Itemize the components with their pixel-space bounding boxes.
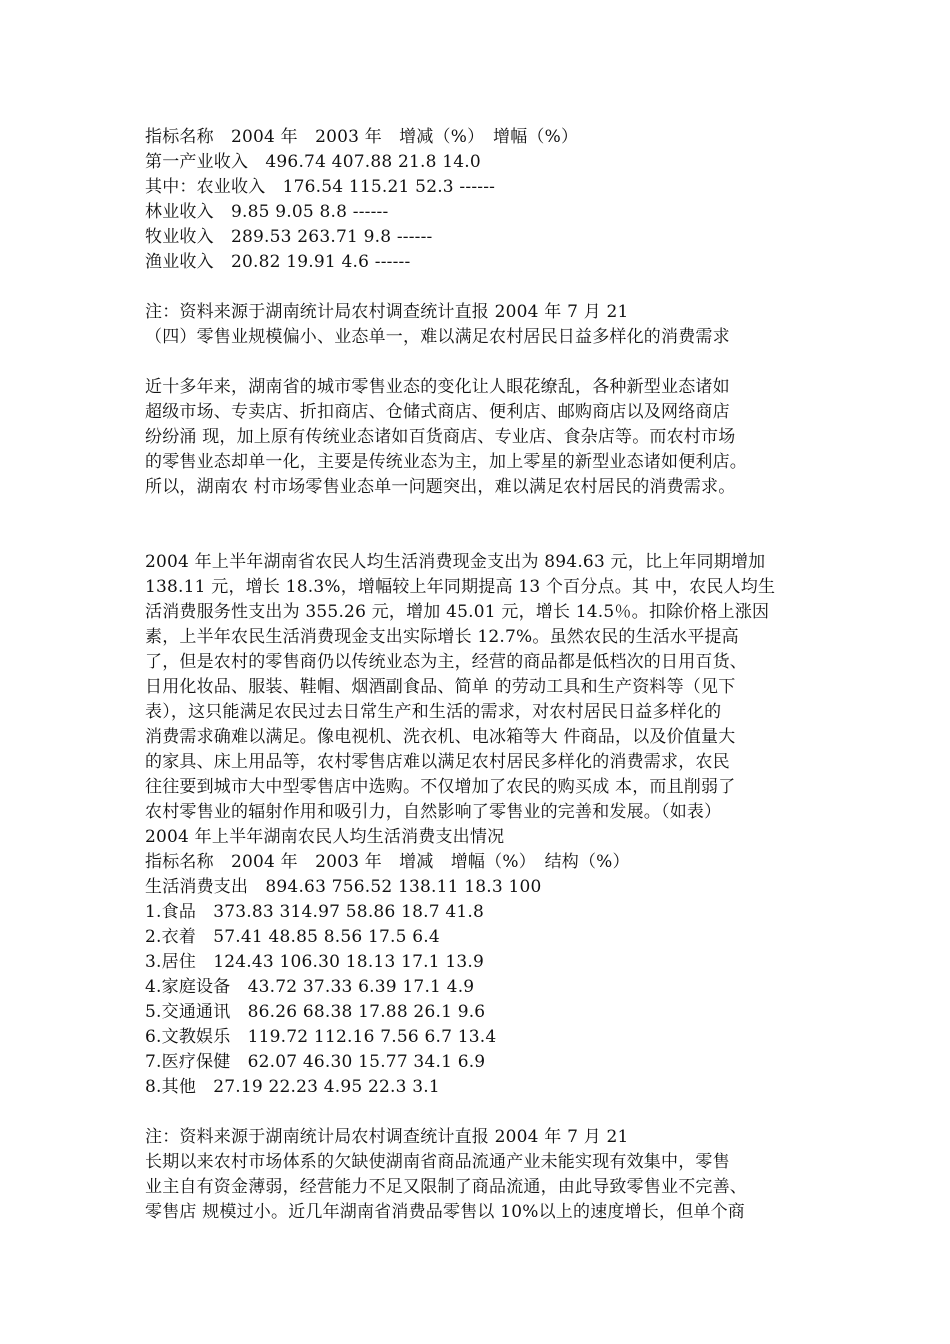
blank-line [145,500,825,550]
table2-header: 指标名称 2004 年 2003 年 增减 增幅（%） 结构（%） [145,852,630,872]
blank-line [145,275,825,300]
table1-row: 林业收入 9.85 9.05 8.8 ------ [145,202,389,222]
table2-row: 3.居住 124.43 106.30 18.13 17.1 13.9 [145,952,484,972]
table1-row: 其中：农业收入 176.54 115.21 52.3 ------ [145,177,496,197]
document-page [145,125,825,1225]
table2-row: 4.家庭设备 43.72 37.33 6.39 17.1 4.9 [145,977,475,997]
paragraph-line: 农村零售业的辐射作用和吸引力，自然影响了零售业的完善和发展。（如表） [145,802,722,822]
table1-row: 渔业收入 20.82 19.91 4.6 ------ [145,252,411,272]
section-heading: （四）零售业规模偏小、业态单一，难以满足农村居民日益多样化的消费需求 [145,327,730,347]
paragraph-line: 消费需求确难以满足。像电视机、洗衣机、电冰箱等大 件商品，以及价值量大 [145,727,736,747]
table2-row: 2.衣着 57.41 48.85 8.56 17.5 6.4 [145,927,440,947]
table1-row: 第一产业收入 496.74 407.88 21.8 14.0 [145,152,481,172]
paragraph-line: 了，但是农村的零售商仍以传统业态为主，经营的商品都是低档次的日用百货、 [145,652,747,672]
table1-row: 牧业收入 289.53 263.71 9.8 ------ [145,227,433,247]
paragraph-line: 的家具、床上用品等，农村零售店难以满足农村居民多样化的消费需求，农民 [145,752,730,772]
paragraph-line: 零售店 规模过小。近几年湖南省消费品零售以 10%以上的速度增长，但单个商 [145,1202,745,1222]
paragraph-line: 纷纷涌 现，加上原有传统业态诸如百货商店、专业店、食杂店等。而农村市场 [145,427,736,447]
table2-title: 2004 年上半年湖南农民人均生活消费支出情况 [145,827,505,847]
paragraph-line: 活消费服务性支出为 355.26 元，增加 45.01 元，增长 14.5％。扣除价格上涨因 [145,602,770,622]
source-note: 注：资料来源于湖南统计局农村调查统计直报 2004 年 7 月 21 [145,302,629,322]
blank-line [145,1100,825,1125]
table2-row: 6.文教娱乐 119.72 112.16 7.56 6.7 13.4 [145,1027,497,1047]
paragraph-line: 138.11 元，增长 18.3%，增幅较上年同期提高 13 个百分点。其 中，农民人均生 [145,577,776,597]
paragraph-line: 素，上半年农民生活消费现金支出实际增长 12.7%。虽然农民的生活水平提高 [145,627,739,647]
table2-row: 8.其他 27.19 22.23 4.95 22.3 3.1 [145,1077,440,1097]
paragraph-line: 所以，湖南农 村市场零售业态单一问题突出，难以满足农村居民的消费需求。 [145,477,736,497]
table2-row: 5.交通通讯 86.26 68.38 17.88 26.1 9.6 [145,1002,486,1022]
paragraph-line: 表），这只能满足农民过去日常生产和生活的需求，对农村居民日益多样化的 [145,702,722,722]
paragraph-line: 的零售业态却单一化，主要是传统业态为主，加上零星的新型业态诸如便利店。 [145,452,747,472]
source-note: 注：资料来源于湖南统计局农村调查统计直报 2004 年 7 月 21 [145,1127,629,1147]
paragraph-line: 超级市场、专卖店、折扣商店、仓储式商店、便利店、邮购商店以及网络商店 [145,402,730,422]
paragraph-line: 业主自有资金薄弱，经营能力不足又限制了商品流通，由此导致零售业不完善、 [145,1177,747,1197]
table1-header: 指标名称 2004 年 2003 年 增减（%） 增幅（%） [145,127,579,147]
table2-row: 生活消费支出 894.63 756.52 138.11 18.3 100 [145,877,542,897]
paragraph-line: 2004 年上半年湖南省农民人均生活消费现金支出为 894.63 元，比上年同期增加 [145,552,766,572]
table2-row: 7.医疗保健 62.07 46.30 15.77 34.1 6.9 [145,1052,486,1072]
paragraph-line: 近十多年来，湖南省的城市零售业态的变化让人眼花缭乱，各种新型业态诸如 [145,377,730,397]
paragraph-line: 长期以来农村市场体系的欠缺使湖南省商品流通产业未能实现有效集中，零售 [145,1152,730,1172]
paragraph-line: 日用化妆品、服装、鞋帽、烟酒副食品、简单 的劳动工具和生产资料等（见下 [145,677,736,697]
blank-line [145,350,825,375]
table2-row: 1.食品 373.83 314.97 58.86 18.7 41.8 [145,902,484,922]
paragraph-line: 往往要到城市大中型零售店中选购。不仅增加了农民的购买成 本，而且削弱了 [145,777,736,797]
